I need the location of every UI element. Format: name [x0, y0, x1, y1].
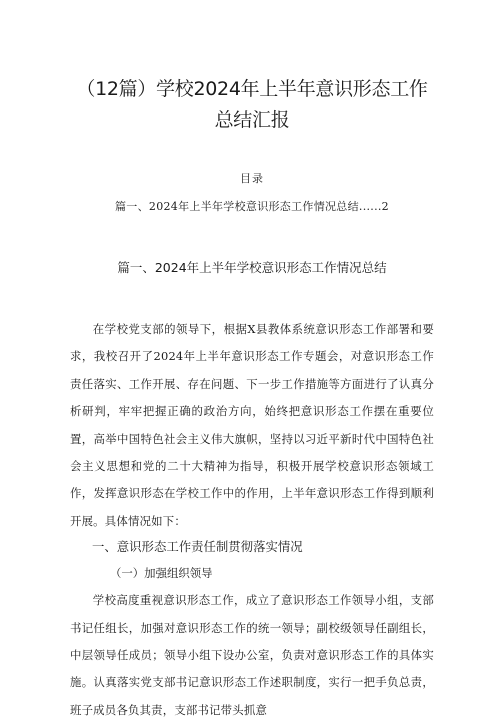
toc-heading: 目录	[240, 172, 264, 185]
intro-paragraph: 在学校党支部的领导下，根据X县教体系统意识形态工作部署和要求，我校召开了2024年上半年意识形态工作专题会，对意识形态工作责任落实、工作开展、存在问题、下一步工作措施等方面进行了认真分析研判，牢牢把握正确的政治方向，始终把意识形态工作摆在重要位置，高举中国特色社会主义伟大旗帜，坚持以习近平新时代中国特色社会主义思想和党的二十大精神为指导，积极开展学校意识形态领域工作，发挥意识形态在学校工作中的作用，上半年意识形态工作得到顺利开展。具体情况如下：	[70, 322, 434, 528]
heading-level-2: 一、意识形态工作责任制贯彻落实情况	[92, 539, 303, 555]
document-body	[70, 316, 434, 724]
body-paragraph: 学校高度重视意识形态工作，成立了意识形态工作领导小组，支部书记任组长，加强对意识形态工作的统一领导；副校级领导任副组长，中层领导任成员；领导小组下设办公室，负责对意识形态工作的具体实施。认真落实党支部书记意识形态工作述职制度，实行一把手负总责，班子成员各负其责，支部书记带头抓意	[70, 593, 434, 717]
title-block	[70, 0, 434, 136]
document-title-line-1: （12篇）学校2024年上半年意识形态工作	[76, 78, 428, 100]
document-title-line-2: 总结汇报	[214, 109, 290, 131]
heading-level-3: （一）加强组织领导	[110, 566, 213, 581]
toc-entry[interactable]: 篇一、2024年上半年学校意识形态工作情况总结......2	[115, 200, 389, 213]
section-title: 篇一、2024年上半年学校意识形态工作情况总结	[117, 260, 387, 275]
